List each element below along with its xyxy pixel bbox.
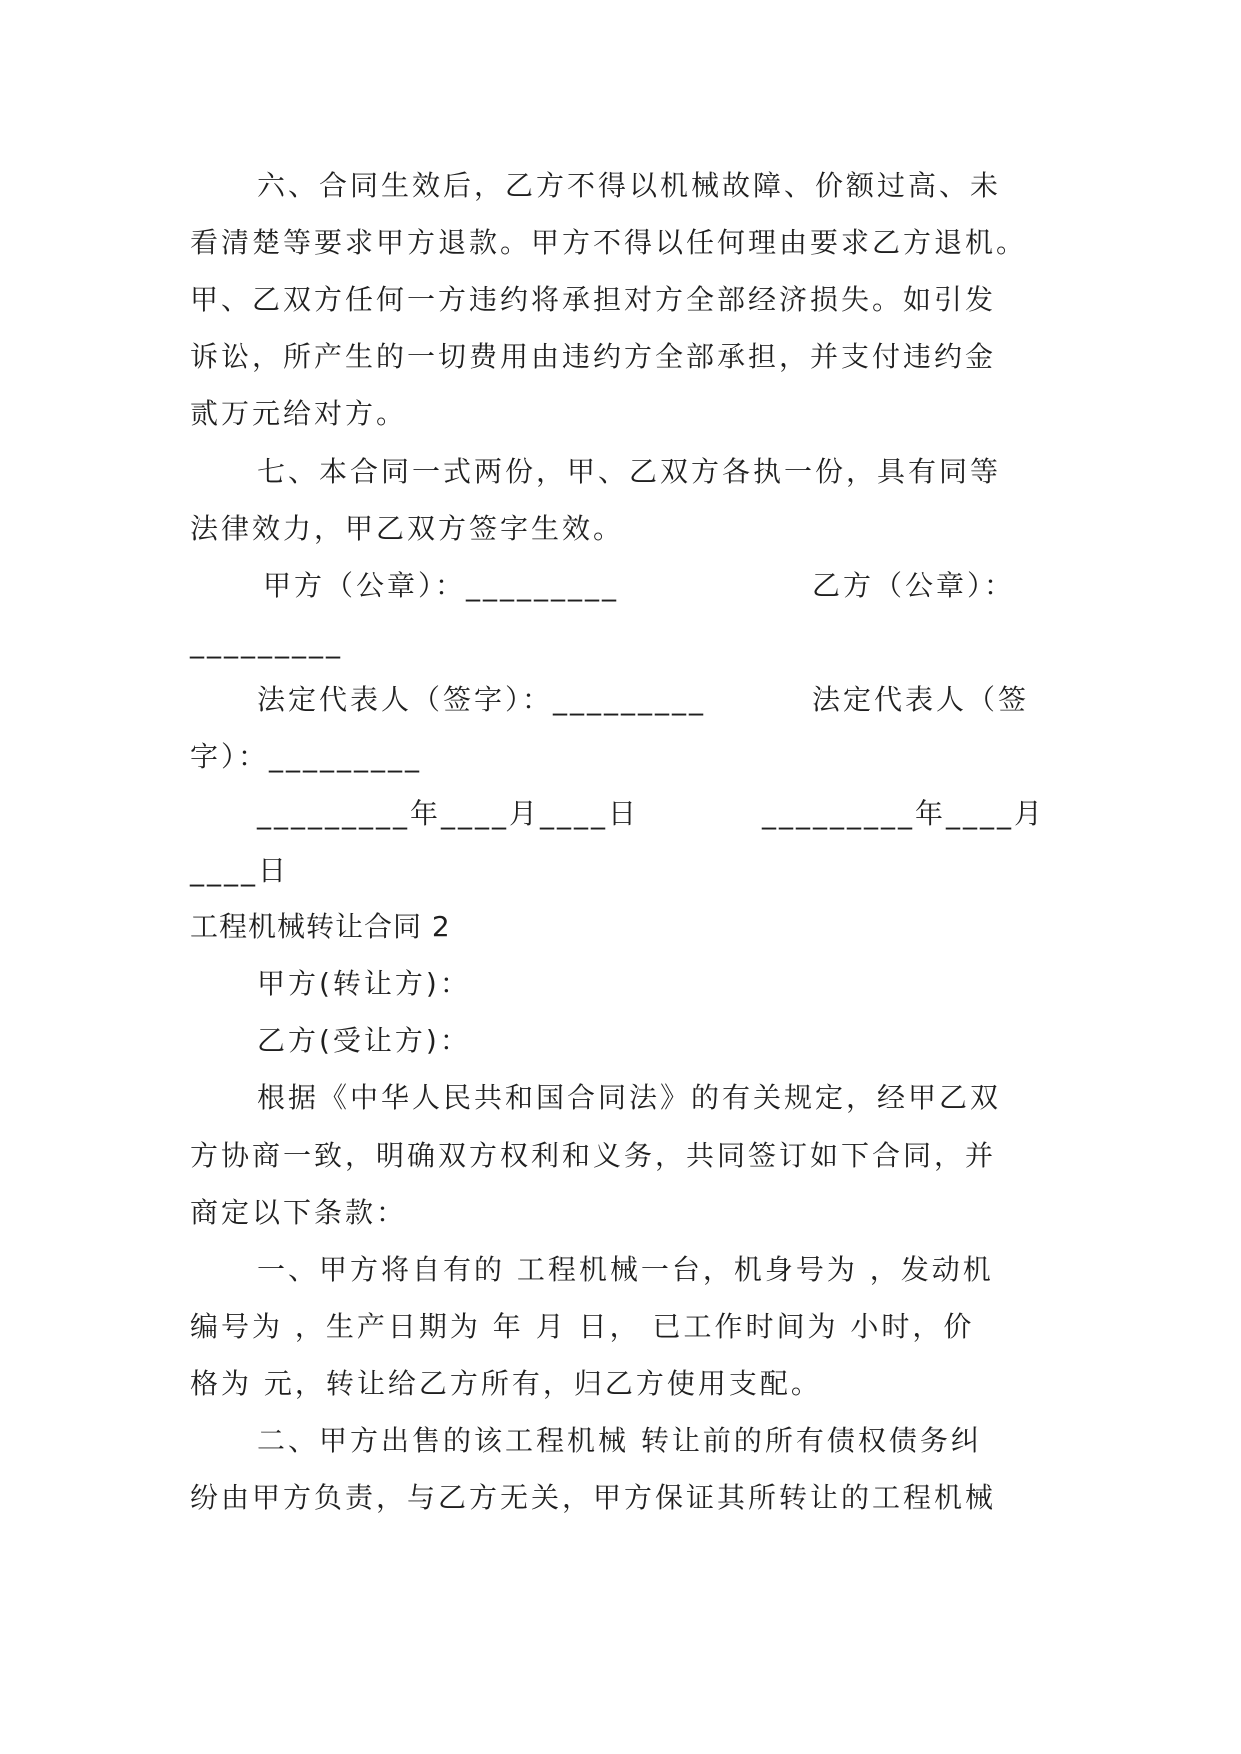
party-b-seal-line: 乙方（公章）： [812,569,1016,602]
clause-7-line-2: 法律效力，甲乙双方签字生效。 [190,512,625,545]
preamble-line-1: 根据《中华人民共和国合同法》的有关规定，经甲乙双 [257,1081,1002,1114]
party-b-seal-blank: _________ [190,626,343,659]
clause-6-line-1: 六、合同生效后，乙方不得以机械故障、价额过高、未 [257,169,1002,202]
section-heading: 工程机械转让合同 2 [190,910,451,943]
article-1-line-2: 编号为 ，生产日期为 年 月 日， 已工作时间为 小时，价 [190,1310,975,1343]
preamble-line-2: 方协商一致，明确双方权利和义务，共同签订如下合同，并 [190,1139,997,1172]
article-2-line-2: 纷由甲方负责，与乙方无关，甲方保证其所转让的工程机械 [190,1481,997,1514]
party-a-transferor: 甲方(转让方)： [257,967,471,1000]
party-a-date-line: _________年____月____日 [257,797,640,830]
party-b-date-cont: ____日 [190,854,290,887]
clause-6-line-5: 贰万元给对方。 [190,397,408,430]
clause-6-line-3: 甲、乙双方任何一方违约将承担对方全部经济损失。如引发 [190,283,997,316]
party-a-seal-line: 甲方（公章）：_________ [263,569,620,602]
party-b-representative-cont: 字）：_________ [190,740,423,773]
clause-7-line-1: 七、本合同一式两份，甲、乙双方各执一份，具有同等 [257,455,1002,488]
article-1-line-1: 一、甲方将自有的 工程机械一台，机身号为 ，发动机 [257,1253,994,1286]
clause-6-line-4: 诉讼，所产生的一切费用由违约方全部承担，并支付违约金 [190,340,997,373]
party-b-transferee: 乙方(受让方)： [257,1024,471,1057]
party-a-representative-line: 法定代表人（签字）：_________ [257,683,707,716]
preamble-line-3: 商定以下条款： [190,1196,408,1229]
article-1-line-3: 格为 元，转让给乙方所有，归乙方使用支配。 [190,1367,822,1400]
party-b-date-line: _________年____月 [762,797,1046,830]
party-b-representative-line: 法定代表人（签 [812,683,1030,716]
clause-6-line-2: 看清楚等要求甲方退款。甲方不得以任何理由要求乙方退机。 [190,226,1028,259]
article-2-line-1: 二、甲方出售的该工程机械 转让前的所有债权债务纠 [257,1424,982,1457]
